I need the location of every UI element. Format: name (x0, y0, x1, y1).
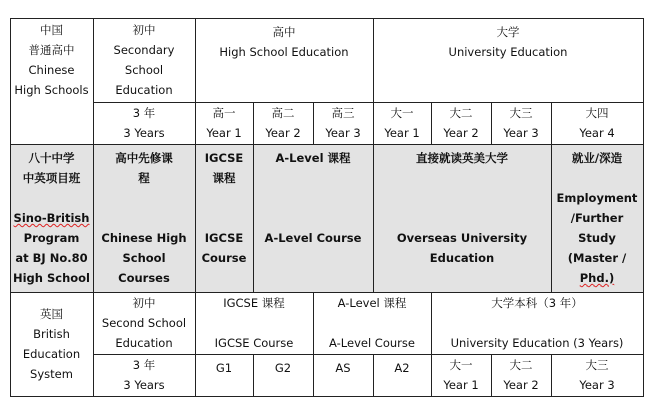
grid-line (93, 18, 94, 397)
chinese-hs-en2: School (122, 251, 166, 265)
british-uni-year2-en: Year 2 (503, 378, 539, 392)
british-university-cn: 大学本科（3 年） (491, 296, 583, 310)
uni-year2-cell (431, 102, 491, 144)
uni-year3-en: Year 3 (503, 126, 539, 140)
china-label-cn: 中国 (40, 23, 63, 37)
british-alevel-en: A-Level Course (329, 336, 415, 350)
grid-line (253, 102, 254, 292)
grid-line (551, 102, 552, 292)
hs-year2-en: Year 2 (265, 126, 301, 140)
program-name-cell (10, 144, 93, 292)
british-label-en1: British (33, 327, 70, 341)
hs-year3-cell (313, 102, 373, 144)
british-label-cell (10, 292, 93, 396)
grid-line (551, 354, 552, 397)
grid-line (313, 292, 314, 397)
igcse-en2: Course (201, 251, 247, 265)
g2-label: G2 (274, 361, 292, 375)
igcse-cn1: IGCSE (204, 151, 244, 165)
g1-label: G1 (215, 361, 233, 375)
uni-year4-cn: 大四 (585, 106, 609, 120)
grid-line (373, 18, 374, 292)
grid-line (10, 396, 643, 397)
duration-en: 3 Years (123, 126, 165, 140)
hs-year3-en: Year 3 (325, 126, 361, 140)
g2-cell (253, 354, 313, 396)
british-university-cell (431, 292, 643, 354)
senior-label-cn: 高中 (272, 25, 296, 39)
hs-year1-cn: 高一 (212, 106, 236, 120)
program-name-en4: High School (12, 271, 91, 285)
as-label: AS (335, 361, 351, 375)
junior-label-cn: 初中 (132, 23, 156, 37)
british-uni-year3-cell (551, 354, 643, 396)
second-school-en2: Education (115, 336, 173, 350)
grid-line (93, 354, 643, 355)
british-igcse-cn: IGCSE 课程 (223, 296, 285, 310)
hs-year1-cell (195, 102, 253, 144)
duration-cn: 3 年 (132, 106, 156, 120)
uni-year1-cn: 大一 (390, 106, 414, 120)
british-label-cn: 英国 (40, 307, 63, 321)
grid-line (431, 102, 432, 144)
igcse-course-cell (195, 144, 253, 292)
british-duration-cell (93, 354, 195, 396)
grid-line (491, 102, 492, 144)
chinese-hs-cn2: 程 (138, 171, 150, 185)
grid-line (253, 354, 254, 397)
second-school-cn: 初中 (132, 296, 156, 310)
program-name-en1: Sino-British (13, 211, 90, 225)
overseas-cn: 直接就读英美大学 (416, 151, 508, 165)
igcse-cn2: 课程 (212, 171, 236, 185)
as-cell (313, 354, 373, 396)
british-igcse-en: IGCSE Course (214, 336, 294, 350)
employment-en4: (Master / (567, 251, 627, 265)
senior-label-en: High School Education (219, 45, 349, 59)
grid-line (10, 292, 643, 293)
overseas-university-cell (373, 144, 551, 292)
chinese-hs-courses-cell (93, 144, 195, 292)
british-uni-year2-cn: 大二 (509, 358, 533, 372)
program-name-en3: at BJ No.80 (15, 251, 88, 265)
program-name-en2: Program (23, 231, 80, 245)
overseas-en2: Education (429, 251, 495, 265)
british-uni-year1-en: Year 1 (443, 378, 479, 392)
employment-en3: Study (578, 231, 616, 245)
uni-year4-cell (551, 102, 643, 144)
junior-label-en3: Education (115, 83, 173, 97)
grid-line (10, 18, 11, 397)
employment-en5: Phd.) (579, 271, 615, 285)
british-alevel-cn: A-Level 课程 (337, 296, 407, 310)
hs-year2-cn: 高二 (271, 106, 295, 120)
university-label-cn: 大学 (496, 25, 520, 39)
employment-en1: Employment (556, 191, 638, 205)
grid-line (10, 144, 643, 145)
british-label-en3: System (30, 367, 73, 381)
igcse-en1: IGCSE (204, 231, 244, 245)
british-duration-cn: 3 年 (132, 358, 156, 372)
university-label-en: University Education (448, 45, 568, 59)
uni-year4-en: Year 4 (579, 126, 615, 140)
a2-label: A2 (394, 361, 410, 375)
junior-label-en2: School (124, 63, 164, 77)
overseas-en1: Overseas University (396, 231, 528, 245)
grid-line (491, 354, 492, 397)
british-uni-year3-cn: 大三 (585, 358, 609, 372)
program-name-cn2: 中英项目班 (22, 171, 81, 185)
g1-cell (195, 354, 253, 396)
header-senior-cell (195, 18, 373, 102)
british-university-en: University Education (3 Years) (450, 336, 624, 350)
british-duration-en: 3 Years (123, 378, 165, 392)
grid-line (643, 18, 644, 397)
british-igcse-cell (195, 292, 313, 354)
grid-line (373, 354, 374, 397)
chinese-hs-cn1: 高中先修课 (115, 151, 173, 165)
duration-cell (93, 102, 195, 144)
employment-en2: /Further (570, 211, 624, 225)
uni-year3-cell (491, 102, 551, 144)
hs-year1-en: Year 1 (206, 126, 242, 140)
grid-line (195, 18, 196, 397)
alevel-course-cell (253, 144, 373, 292)
british-label-en2: Education (22, 347, 81, 361)
british-uni-year3-en: Year 3 (579, 378, 615, 392)
second-school-cell (93, 292, 195, 354)
a2-cell (373, 354, 431, 396)
china-label-en: Chinese (28, 63, 75, 77)
hs-year2-cell (253, 102, 313, 144)
employment-cell (551, 144, 643, 292)
grid-line (10, 18, 643, 19)
header-junior-cell (93, 18, 195, 102)
header-university-cell (373, 18, 643, 102)
grid-line (313, 102, 314, 144)
uni-year3-cn: 大三 (509, 106, 533, 120)
british-uni-year2-cell (491, 354, 551, 396)
alevel-cn: A-Level 课程 (275, 151, 351, 165)
uni-year1-cell (373, 102, 431, 144)
alevel-en: A-Level Course (264, 231, 362, 245)
hs-year3-cn: 高三 (331, 106, 355, 120)
uni-year2-en: Year 2 (443, 126, 479, 140)
header-china-cell (10, 18, 93, 102)
employment-cn: 就业/深造 (571, 151, 623, 165)
china-label-en2: High Schools (14, 83, 89, 97)
chinese-hs-en1: Chinese High (101, 231, 187, 245)
british-uni-year1-cn: 大一 (449, 358, 473, 372)
chinese-hs-en3: Courses (118, 271, 170, 285)
uni-year2-cn: 大二 (449, 106, 473, 120)
uni-year1-en: Year 1 (384, 126, 420, 140)
junior-label-en1: Secondary (113, 43, 175, 57)
second-school-en1: Second School (101, 316, 187, 330)
british-alevel-cell (313, 292, 431, 354)
grid-line (93, 102, 643, 103)
china-label-cn2: 普通高中 (28, 43, 75, 57)
british-uni-year1-cell (431, 354, 491, 396)
grid-line (431, 292, 432, 397)
program-name-cn1: 八十中学 (28, 151, 75, 165)
